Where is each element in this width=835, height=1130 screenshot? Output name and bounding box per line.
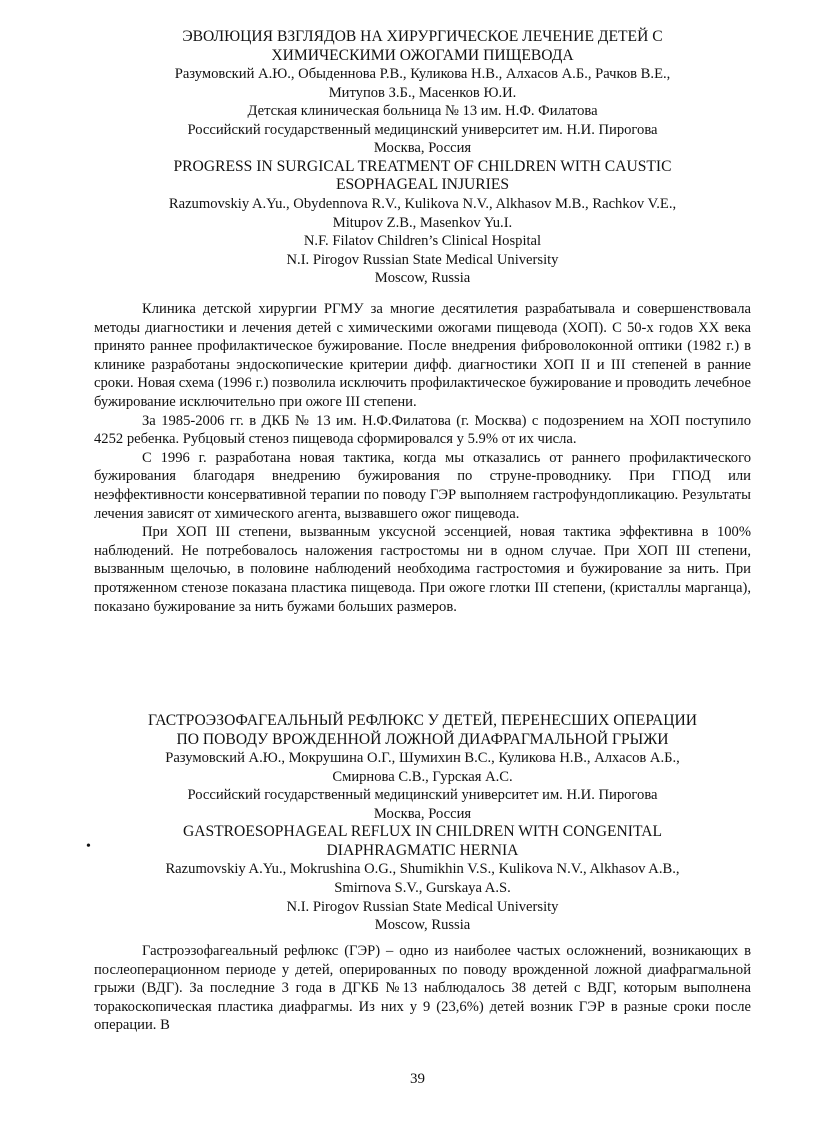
article-1-title-en-line-1: PROGRESS IN SURGICAL TREATMENT OF CHILDREN WITH CAUSTIC — [173, 157, 672, 175]
article-2-authors-ru-line-2: Смирнова С.В., Гурская А.С. — [332, 768, 513, 785]
article-1-paragraph-4: При ХОП III степени, вызванным уксусной эссенцией, новая тактика эффективна в 100% наблюдений. Не потребовалось наложения гастростомы ни в одном случае. При ХОП III степени, вызванным щелочью, в половине наблюдений необходима гастростомия и бужирование за нить. При протяженном стенозе показана пластика пищевода. При ожоге глотки III степени, (кристаллы марганца), показано бужирование за нить бужами больших размеров. — [94, 524, 751, 615]
article-2-authors-en-line-1: Razumovskiy A.Yu., Mokrushina O.G., Shumikhin V.S., Kulikova N.V., Alkhasov A.B., — [165, 861, 680, 878]
article-1-affiliation-en-3: Moscow, Russia — [374, 270, 471, 287]
article-1-affiliation-ru-2: Российский государственный медицинский университет им. Н.И. Пирогова — [187, 121, 658, 138]
bullet-mark: • — [86, 839, 91, 854]
article-1-affiliation-ru-1: Детская клиническая больница № 13 им. Н.Ф. Филатова — [247, 103, 598, 120]
article-1-paragraph-3: С 1996 г. разработана новая тактика, когда мы отказались от раннего профилактического бужирования благодаря внедрению бужирования по струне-проводнику. При ГПОД или неэффективности консервативной терапии по поводу ГЭР выполняем гастрофундопликацию. Результаты лечения зависят от химического агента, вызвавшего ожог пищевода. — [94, 449, 751, 522]
article-2-header — [94, 712, 751, 935]
article-1-paragraph-1: Клиника детской хирургии РГМУ за многие десятилетия разрабатывала и совершенствовала методы диагностики и лечения детей с химическими ожогами пищевода (ХОП). С 50-х годов XX века принято раннее профилактическое бужирование. После внедрения фиброволоконной оптики (1982 г.) в клинике разработаны эндоскопические критерии дифф. диагностики ХОП II и III степеней в ранние сроки. Новая схема (1996 г.) позволила исключить профилактическое бужирование и проводить лечебное бужирование исключительно при ожоге III степени. — [94, 301, 751, 410]
article-2-authors-ru-line-1: Разумовский А.Ю., Мокрушина О.Г., Шумихин В.С., Куликова Н.В., Алхасов А.Б., — [165, 750, 680, 766]
article-2-abstract — [94, 942, 751, 1035]
article-1-paragraph-2: За 1985-2006 гг. в ДКБ № 13 им. Н.Ф.Филатова (г. Москва) с подозрением на ХОП поступило 4252 ребенка. Рубцовый стеноз пищевода сформировался у 5.9% от их числа. — [94, 412, 751, 448]
article-1-abstract — [94, 300, 751, 616]
article-1-header — [94, 28, 751, 288]
article-1-authors-ru-line-1: Разумовский А.Ю., Обыденнова Р.В., Куликова Н.В., Алхасов А.Б., Рачков В.Е., — [174, 66, 671, 82]
article-1-affiliation-en-1: N.F. Filatov Children’s Clinical Hospital — [303, 233, 542, 250]
article-1-title-en-line-2: ESOPHAGEAL INJURIES — [335, 176, 510, 194]
article-2-affiliation-en-2: Moscow, Russia — [374, 917, 471, 934]
article-2-affiliation-ru-1: Российский государственный медицинский университет им. Н.И. Пирогова — [187, 787, 658, 804]
article-2-paragraph-1: Гастроэзофагеальный рефлюкс (ГЭР) – одно из наиболее частых осложнений, возникающих в послеоперационном периоде у детей, оперированных по поводу врожденной ложной диафрагмальной грыжи (ВДГ). За последние 3 года в ДГКБ №13 наблюдалось 38 детей с ВДГ, которым выполнена торакоскопическая пластика диафрагмы. Из них у 9 (23,6%) детей возник ГЭР в разные сроки после операции. В — [94, 943, 751, 1034]
article-2-affiliation-en-1: N.I. Pirogov Russian State Medical University — [286, 898, 559, 915]
article-2-title-ru-line-1: ГАСТРОЭЗОФАГЕАЛЬНЫЙ РЕФЛЮКС У ДЕТЕЙ, ПЕРЕНЕСШИХ ОПЕРАЦИИ — [147, 712, 698, 729]
article-1-title-ru-line-2: ХИМИЧЕСКИМИ ОЖОГАМИ ПИЩЕВОДА — [271, 46, 574, 64]
article-2-affiliation-ru-2: Москва, Россия — [373, 805, 472, 822]
article-1-affiliation-ru-3: Москва, Россия — [373, 140, 472, 157]
article-1-title-ru-line-1: ЭВОЛЮЦИЯ ВЗГЛЯДОВ НА ХИРУРГИЧЕСКОЕ ЛЕЧЕНИЕ ДЕТЕЙ С — [182, 28, 663, 45]
article-2-title-en-line-2: DIAPHRAGMATIC HERNIA — [326, 841, 519, 859]
article-2-title-en-line-1: GASTROESOPHAGEAL REFLUX IN CHILDREN WITH CONGENITAL — [182, 823, 663, 841]
article-1-authors-en-line-2: Mitupov Z.B., Masenkov Yu.I. — [332, 214, 513, 231]
article-1-affiliation-en-2: N.I. Pirogov Russian State Medical University — [286, 251, 559, 268]
article-1-authors-ru-line-2: Митупов З.Б., Масенков Ю.И. — [328, 84, 517, 101]
article-1-authors-en-line-1: Razumovskiy A.Yu., Obydennova R.V., Kulikova N.V., Alkhasov M.B., Rachkov V.E., — [168, 195, 677, 212]
page-number: 39 — [410, 1071, 425, 1087]
article-2-authors-en-line-2: Smirnova S.V., Gurskaya A.S. — [334, 879, 511, 896]
article-2-title-ru-line-2: ПО ПОВОДУ ВРОЖДЕННОЙ ЛОЖНОЙ ДИАФРАГМАЛЬНОЙ ГРЫЖИ — [176, 730, 669, 748]
